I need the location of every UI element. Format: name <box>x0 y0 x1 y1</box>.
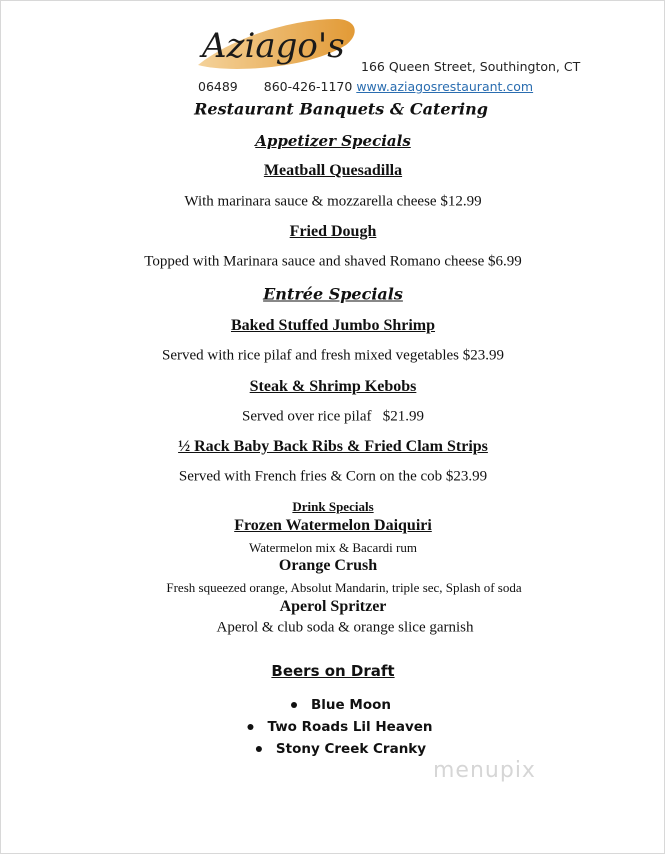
appetizer-specials-heading: Appetizer Specials <box>255 132 411 150</box>
drink-desc: Aperol & club soda & orange slice garnish <box>216 619 474 636</box>
beer-name: Stony Creek Cranky <box>275 741 427 757</box>
contact-line <box>198 79 533 94</box>
drink-desc: Watermelon mix & Bacardi rum <box>249 540 417 555</box>
beer-item <box>291 697 391 713</box>
drink-name: Frozen Watermelon Daiquiri <box>234 517 432 534</box>
item-name: Baked Stuffed Jumbo Shrimp <box>230 317 436 334</box>
svg-text:Aziago's: Aziago's <box>202 26 345 66</box>
bullet-icon <box>291 702 297 708</box>
website-link[interactable]: www.aziagosrestaurant.com <box>356 79 534 94</box>
item-desc: Served with French fries & Corn on the cob $23.99 <box>178 468 488 485</box>
drink-specials-heading: Drink Specials <box>292 499 374 514</box>
beer-name: Blue Moon <box>311 697 391 713</box>
bullet-icon <box>247 724 253 730</box>
item-name: Fried Dough <box>289 223 377 240</box>
beer-item <box>247 719 432 735</box>
beer-name: Two Roads Lil Heaven <box>267 719 433 735</box>
drink-name: Aperol Spritzer <box>279 598 387 615</box>
menupix-watermark: menupix <box>433 758 536 783</box>
beer-item <box>256 741 426 757</box>
item-desc: Topped with Marinara sauce and shaved Romano cheese $6.99 <box>144 253 522 270</box>
zip-code: 06489 <box>198 79 238 94</box>
item-name: Steak & Shrimp Kebobs <box>249 378 417 395</box>
drink-desc: Fresh squeezed orange, Absolut Mandarin, triple sec, Splash of soda <box>166 580 522 595</box>
address-line: 166 Queen Street, Southington, CT <box>361 59 581 74</box>
item-desc: Served over rice pilaf $21.99 <box>241 408 425 425</box>
aziagos-logo <box>196 15 358 73</box>
bullet-icon <box>256 746 262 752</box>
drink-name: Orange Crush <box>278 557 378 574</box>
beers-heading: Beers on Draft <box>271 662 395 680</box>
tagline: Restaurant Banquets & Catering <box>194 99 488 119</box>
phone: 860-426-1170 <box>263 79 353 94</box>
entree-specials-heading: Entrée Specials <box>263 284 403 304</box>
item-name: ½ Rack Baby Back Ribs & Fried Clam Strips <box>178 438 488 455</box>
item-desc: Served with rice pilaf and fresh mixed vegetables $23.99 <box>162 347 504 364</box>
item-name: Meatball Quesadilla <box>263 162 403 179</box>
item-desc: With marinara sauce & mozzarella cheese $12.99 <box>184 193 482 210</box>
